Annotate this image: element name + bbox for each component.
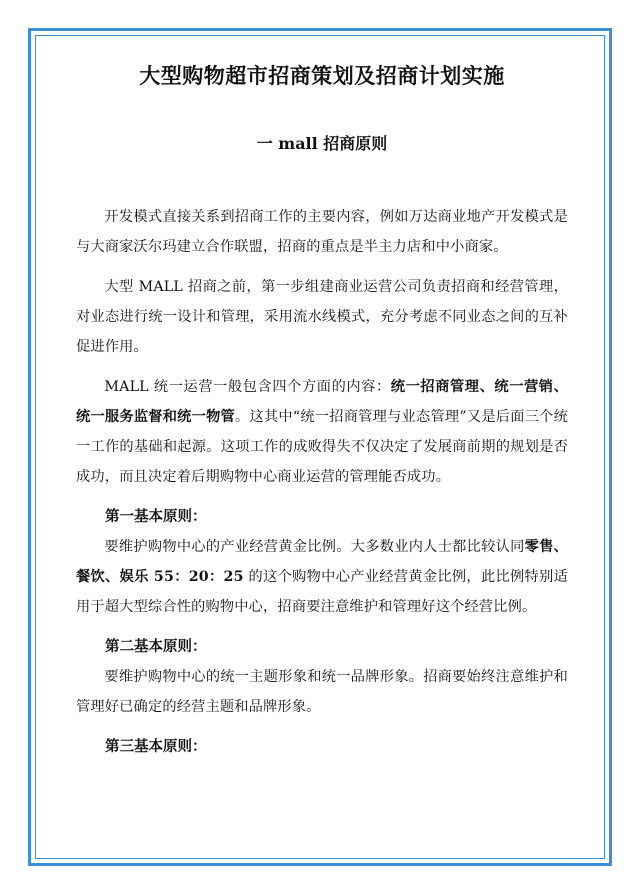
principle-3-heading: 第三基本原则：: [105, 738, 207, 755]
paragraph-unified-management: [76, 372, 568, 492]
document-content: [76, 50, 568, 762]
para3-intro: MALL 统一运营一般包含四个方面的内容：: [104, 379, 391, 395]
principle-1-ratio: 零售、餐饮、娱乐 55：20：25: [76, 539, 568, 585]
principle-1-intro: 要维护购物中心的产业经营黄金比例。大多数业内人士都比较认同: [104, 539, 525, 555]
principle-1-text: [76, 532, 568, 622]
principle-2-text: 要维护购物中心的统一主题形象和统一品牌形象。招商要始终注意维护和管理好已确定的经营主题和品牌形象。: [76, 669, 568, 715]
paragraph-development-model: 开发模式直接关系到招商工作的主要内容，例如万达商业地产开发模式是与大商家沃尔玛建立合作联盟，招商的重点是半主力店和中小商家。: [76, 209, 568, 255]
document-title: 大型购物超市招商策划及招商计划实施: [139, 63, 505, 88]
para3-emphasis: 统一招商管理、统一营销、统一服务监督和统一物管: [76, 379, 568, 425]
principle-2-heading: 第二基本原则：: [105, 638, 207, 655]
principle-1-heading: 第一基本原则：: [105, 508, 207, 525]
section-heading: 一 mall 招商原则: [256, 134, 388, 153]
para3-rest: 。这其中“统一招商管理与业态管理”又是后面三个统一工作的基础和起源。这项工作的成败得失不仅决定了发展商前期的规划是否成功，而且决定着后期购物中心商业运营的管理能否成功。: [76, 409, 569, 485]
paragraph-mall-operation: 大型 MALL 招商之前，第一步组建商业运营公司负责招商和经营管理，对业态进行统一设计和管理，采用流水线模式，充分考虑不同业态之间的互补促进作用。: [76, 279, 568, 355]
principle-1-rest: 的这个购物中心产业经营黄金比例，此比例特别适用于超大型综合性的购物中心，招商要注意维护和管理好这个经营比例。: [76, 569, 568, 615]
